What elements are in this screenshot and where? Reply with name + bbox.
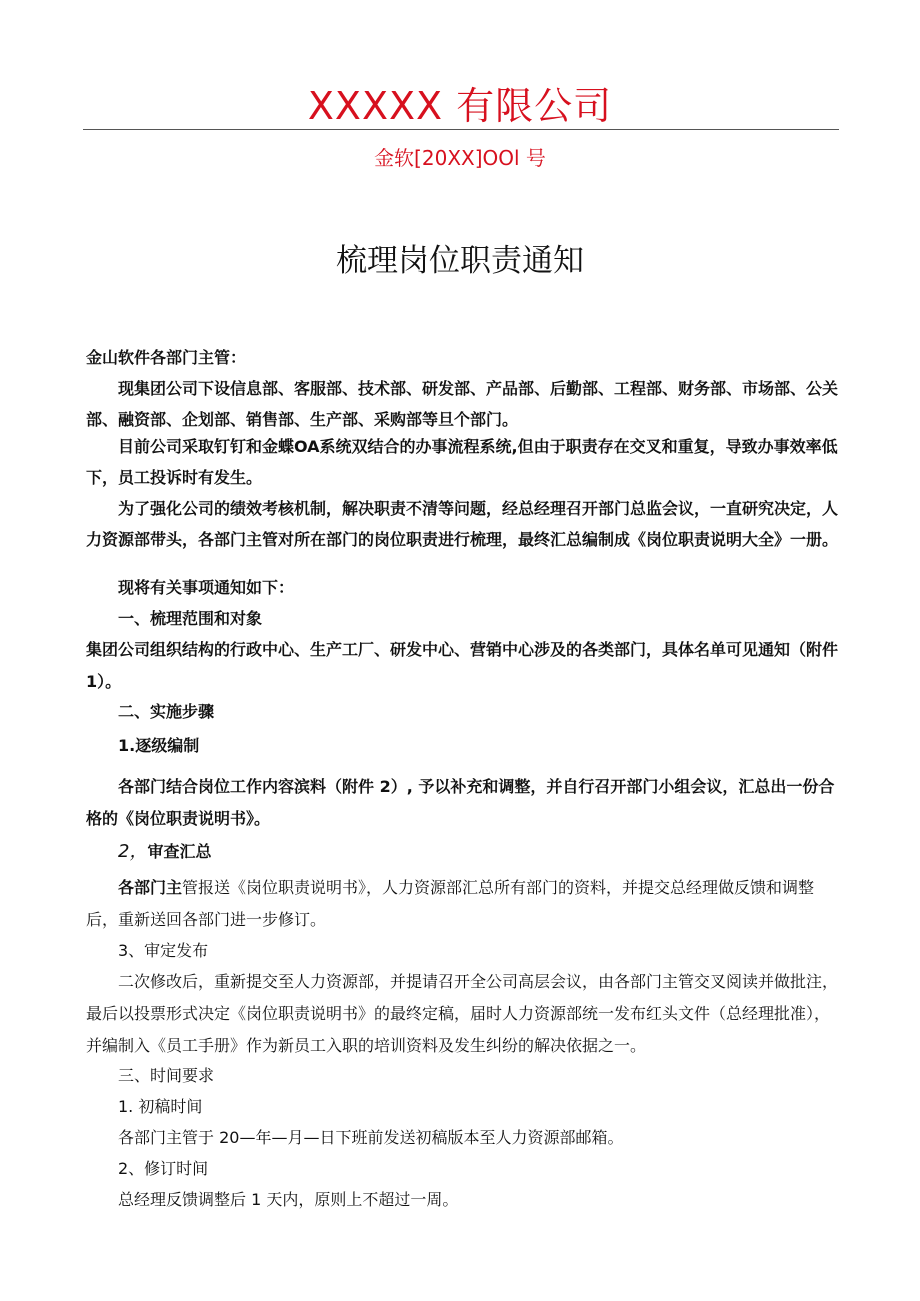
section-3-heading: 三、时间要求 (118, 1066, 215, 1085)
paragraph-departments: 现集团公司下设信息部、客服部、技术部、研发部、产品部、后勤部、工程部、财务部、市场部、公关部、融资部、企划部、销售部、生产部、采购部等旦个部门。 (86, 379, 839, 429)
addressee: 金山软件各部门主管： (86, 348, 247, 367)
header-divider (83, 129, 839, 130)
section-2-2-rest: 管报送《岗位职责说明书》，人力资源部汇总所有部门的资料，并提交总经理做反馈和调整后，重新送回各部门进一步修订。 (86, 878, 815, 929)
section-2-2-heading (118, 836, 838, 867)
section-3-1-heading: 1. 初稿时间 (118, 1097, 203, 1116)
section-3-1-text: 各部门主管于 20—年—月—日下班前发送初稿版本至人力资源部邮箱。 (118, 1128, 624, 1147)
section-2-1-text: 各部门结合岗位工作内容滨料（附件 2）, 予以补充和调整，并自行召开部门小组会议，汇总出一份合格的《岗位职责说明书》。 (86, 777, 835, 828)
company-name: XXXXX 有限公司 (307, 84, 613, 128)
section-3-2-text: 总经理反馈调整后 1 天内，原则上不超过一周。 (118, 1190, 459, 1209)
paragraph-problem: 目前公司采取钉钉和金蝶OA系统双结合的办事流程系统,但由于职责存在交叉和重复，导致办事效率低下，员工投诉时有发生。 (86, 437, 838, 487)
section-2-heading: 二、实施步骤 (118, 702, 215, 721)
notice-title: 梳理岗位职责通知 (336, 243, 584, 279)
section-3-2-heading: 2、修订时间 (118, 1159, 209, 1178)
section-2-2-bold-prefix: 各部门主 (118, 878, 183, 897)
document-number: 金软[20XX]OOl 号 (374, 146, 546, 170)
paragraph-intro: 现将有关事项通知如下： (118, 578, 295, 597)
section-2-1-heading: 1.逐级编制 (118, 736, 200, 755)
section-2-3-text: 二次修改后，重新提交至人力资源部，并提请召开全公司高层会议，由各部门主管交叉阅读并做批注，最后以投票形式决定《岗位职责说明书》的最终定稿，届时人力资源部统一发布红头文件（总经理批准），并编制入《员工手册》作为新员工入职的培训资料及发生纠纷的解决依据之一。 (86, 972, 839, 1055)
section-2-2-number: 2， (118, 841, 148, 862)
section-2-2-label: 审查汇总 (147, 842, 212, 861)
section-1-heading: 一、梳理范围和对象 (118, 609, 263, 628)
paragraph-purpose: 为了强化公司的绩效考核机制，解决职责不清等问题，经总经理召开部门总监会议，一直研究决定，人力资源部带头，各部门主管对所在部门的岗位职责进行梳理，最终汇总编制成《岗位职责说明大全》一册。 (86, 499, 839, 549)
section-2-2-text (86, 872, 838, 936)
section-2-3-heading: 3、审定发布 (118, 941, 209, 960)
section-1-text: 集团公司组织结构的行政中心、生产工厂、研发中心、营销中心涉及的各类部门，具体名单可见通知（附件 1）。 (86, 640, 839, 691)
